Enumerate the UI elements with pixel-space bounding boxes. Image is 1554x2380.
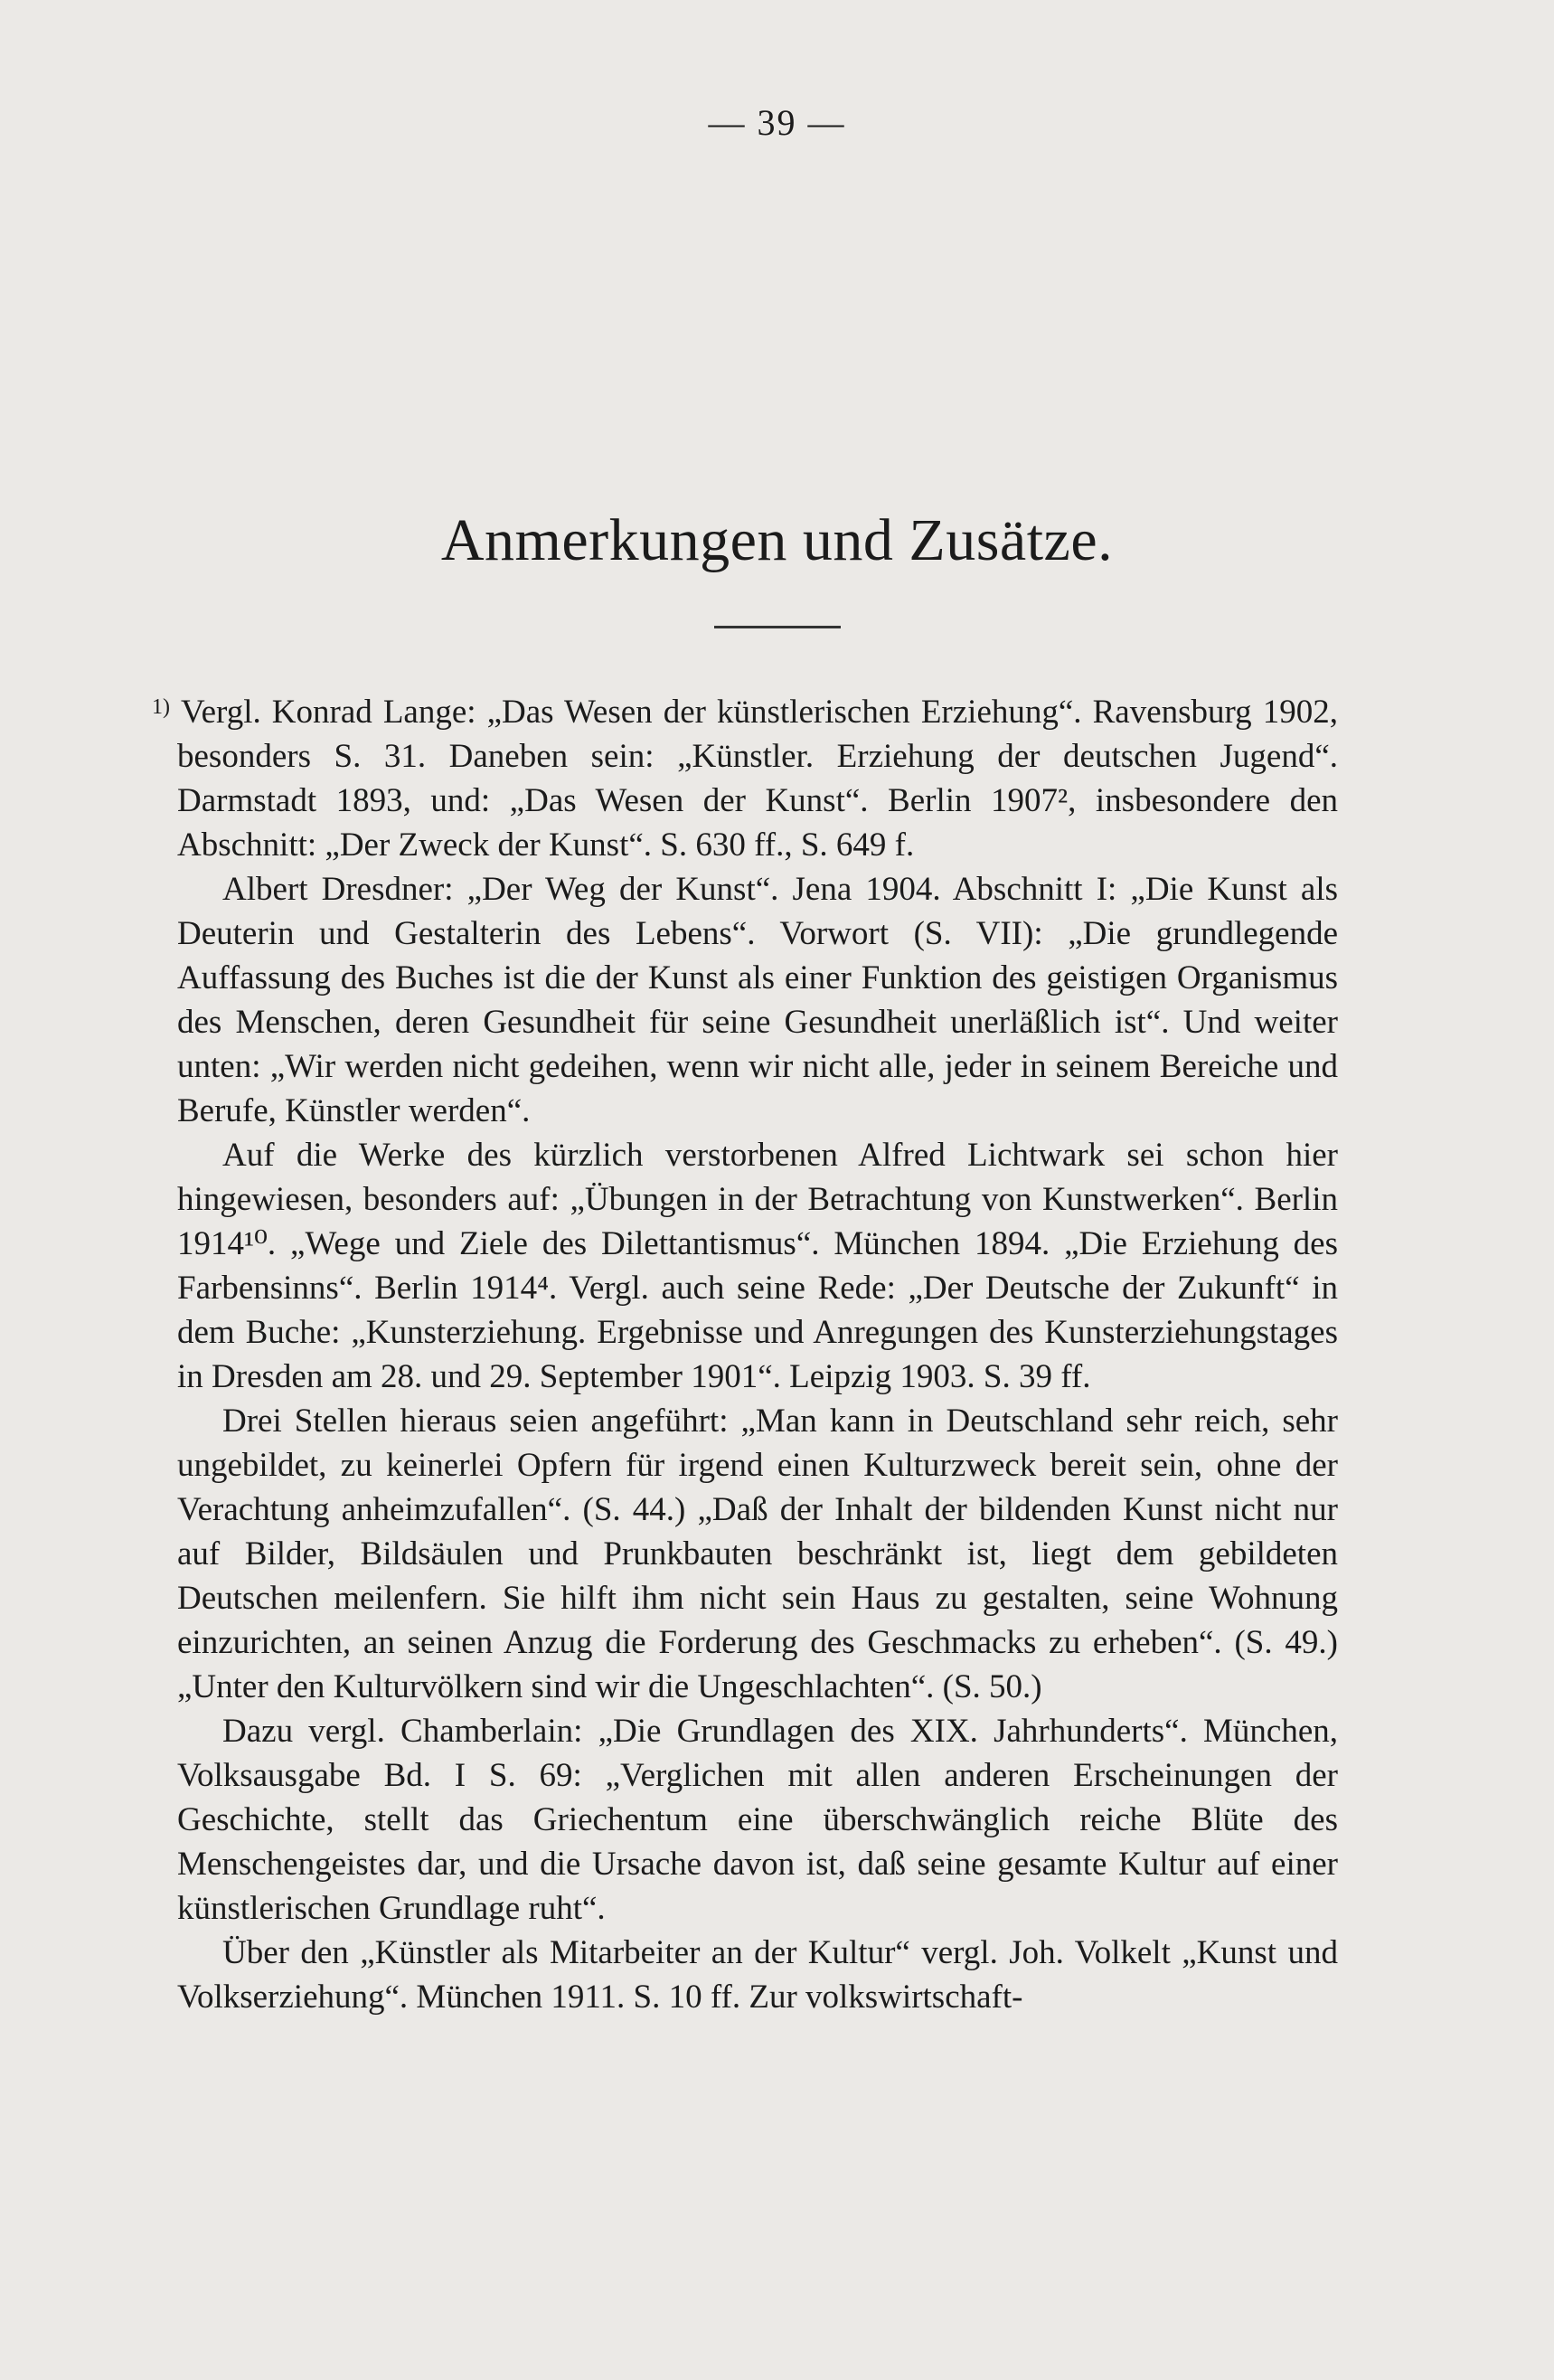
section-title: Anmerkungen und Zusätze. <box>440 507 1114 573</box>
footnote-paragraph-6: Über den „Künstler als Mitarbeiter an der Kultur“ vergl. Joh. Volkelt „Kunst und Volkserziehung“. München 1911. S. 10 ff. Zur volkswirtschaft- <box>177 1934 1338 2016</box>
footnote-paragraph-2: Albert Dresdner: „Der Weg der Kunst“. Jena 1904. Abschnitt I: „Die Kunst als Deuterin und Gestalterin des Lebens“. Vorwort (S. VII): „Die grundlegende Auffassung des Buches ist die der Kunst als einer Funktion des geistigen Organismus des Menschen, deren Gesundheit für seine Gesundheit unerläßlich ist“. Und weiter unten: „Wir werden nicht gedeihen, wenn wir nicht alle, jeder in seinem Bereiche und Berufe, Künstler werden“. <box>177 871 1338 1129</box>
footnote-paragraph-1 <box>152 685 1338 867</box>
footnote-text <box>152 685 1338 2019</box>
footnote-paragraph-3: Auf die Werke des kürzlich verstorbenen Alfred Lichtwark sei schon hier hingewiesen, besonders auf: „Übungen in der Betrachtung von Kunstwerken“. Berlin 1914¹⁰. „Wege und Ziele des Dilettantismus“. München 1894. „Die Erziehung des Farbensinns“. Berlin 1914⁴. Vergl. auch seine Rede: „Der Deutsche der Zukunft“ in dem Buche: „Kunsterziehung. Ergebnisse und Anregungen des Kunsterziehungstages in Dresden am 28. und 29. September 1901“. Leipzig 1903. S. 39 ff. <box>177 1137 1338 1395</box>
footnote-marker: 1) <box>152 695 170 719</box>
footnote-paragraph-5: Dazu vergl. Chamberlain: „Die Grundlagen des XIX. Jahrhunderts“. München, Volksausgabe Bd. I S. 69: „Verglichen mit allen anderen Erscheinungen der Geschichte, stellt das Griechentum eine überschwänglich reiche Blüte des Menschengeistes dar, und die Ursache davon ist, daß seine gesamte Kultur auf einer künstlerischen Grundlage ruht“. <box>177 1713 1338 1927</box>
title-divider <box>714 626 841 628</box>
paragraph-text: Vergl. Konrad Lange: „Das Wesen der künstlerischen Erziehung“. Ravensburg 1902, besonders S. 31. Daneben sein: „Künstler. Erziehung der deutschen Jugend“. Darmstadt 1893, und: „Das Wesen der Kunst“. Berlin 1907², insbesondere den Abschnitt: „Der Zweck der Kunst“. S. 630 ff., S. 649 f. <box>177 694 1338 864</box>
page-number: — 39 — <box>708 102 846 143</box>
footnote-paragraph-4: Drei Stellen hieraus seien angeführt: „Man kann in Deutschland sehr reich, sehr ungebildet, zu keinerlei Opfern für irgend einen Kulturzweck bereit sein, ohne der Verachtung anheimzufallen“. (S. 44.) „Daß der Inhalt der bildenden Kunst nicht nur auf Bilder, Bildsäulen und Prunkbauten beschränkt ist, liegt dem gebildeten Deutschen meilenfern. Sie hilft ihm nicht sein Haus zu gestalten, seine Wohnung einzurichten, an seinen Anzug die Forderung des Geschmacks zu erheben“. (S. 49.) „Unter den Kulturvölkern sind wir die Ungeschlachten“. (S. 50.) <box>177 1402 1338 1705</box>
